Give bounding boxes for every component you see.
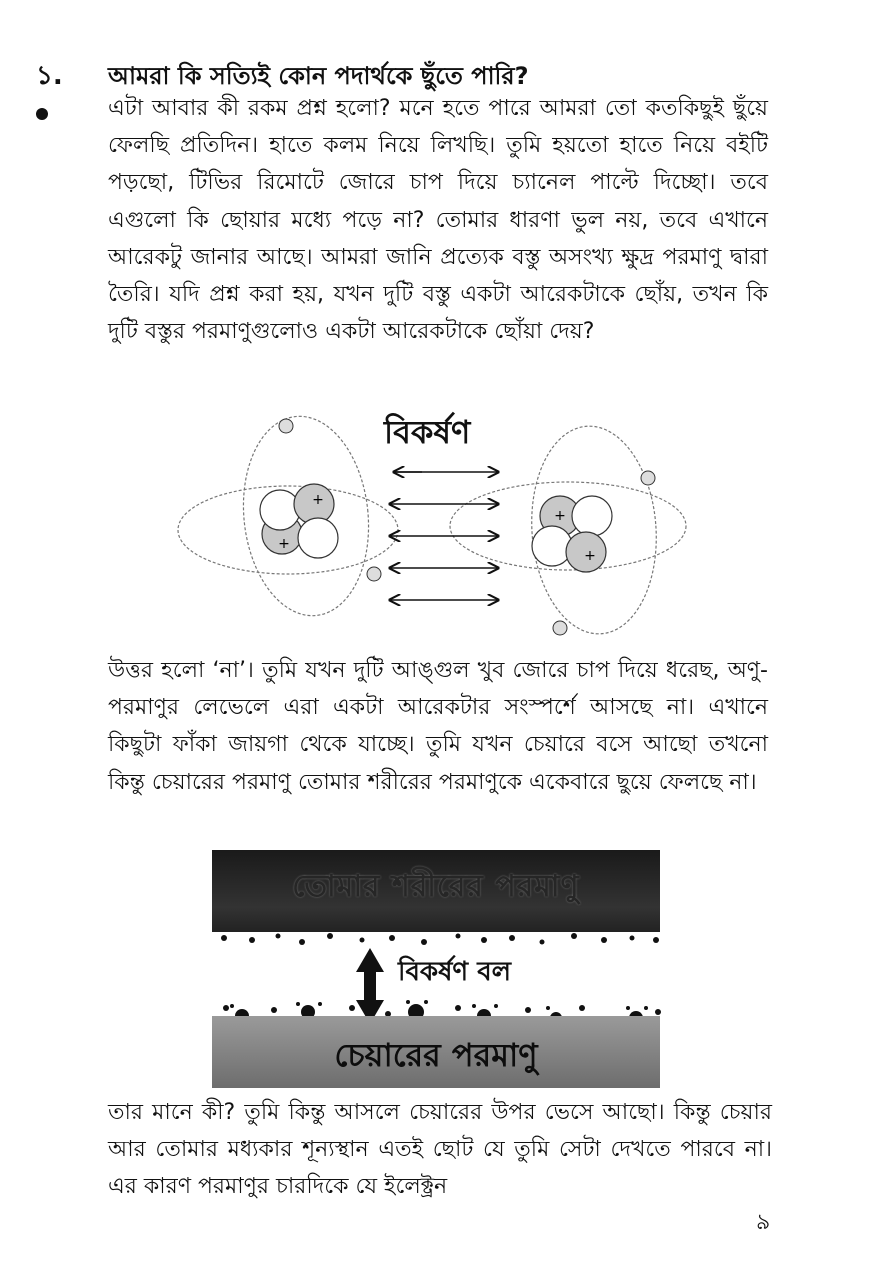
conclusion-paragraph: তার মানে কী? তুমি কিন্তু আসলে চেয়ারের উপর ভেসে আছো। কিন্তু চেয়ার আর তোমার মধ্যকার শূন্যস্থান এতই ছোট যে তুমি সেটা দেখতে পারবে না। এর কারণ পরমাণুর চারদিকে যে ইলেক্ট্রন [108,1100,772,1200]
intro-paragraph: এটা আবার কী রকম প্রশ্ন হলো? মনে হতে পারে আমরা তো কতকিছুই ছুঁয়ে ফেলছি প্রতিদিন। হাতে কলম নিয়ে লিখছি। তুমি হয়তো হাতে নিয়ে বইটি পড়ছো, টিভির রিমোটে জোরে চাপ দিয়ে চ্যানেল পাল্টে দিচ্ছো। তবে এগুলো কি ছোয়ার মধ্যে পড়ে না? তোমার ধারণা ভুল নয়, তবে এখানে আরেকটু জানার আছে। আমরা জানি প্রত্যেক বস্তু অসংখ্য ক্ষুদ্র পরমাণু দ্বারা তৈরি। যদি প্রশ্ন করা হয়, যখন দুটি বস্তু একটা আরেকটাকে ছোঁয়, তখন কি দুটি বস্তুর পরমাণুগুলোও একটা আরেকটাকে ছোঁয়া দেয়? [108,96,768,345]
repulsion-title: বিকর্ষণ [384,413,471,451]
electron-left-top [279,419,293,433]
proton-sign-right-2: + [584,548,596,564]
nucleon-left-1 [260,490,300,530]
left-atom [178,410,398,622]
bullet-icon [36,108,48,120]
right-atom [450,422,686,638]
electron-right-bottom [553,621,567,635]
repulsion-arrows [390,472,498,600]
page-number: ৯ [756,1210,771,1235]
chair-atoms-label: চেয়ারের পরমাণু [334,1036,538,1074]
force-arrow [356,948,384,1024]
proton-sign-left-1: + [278,536,290,552]
electron-right-top [641,471,655,485]
section-heading: আমরা কি সত্যিই কোন পদার্থকে ছুঁতে পারি? [108,62,529,90]
body-atom-dots [221,933,659,945]
section-heading-number: ১. [36,61,63,91]
answer-paragraph: উত্তর হলো ‘না’। তুমি যখন দুটি আঙ্গুল খুব জোরে চাপ দিয়ে ধরেছ, অণু-পরমাণুর লেভেলে এরা একটা আরেকটার সংস্পর্শে আসছে না। এখানে কিছুটা ফাঁকা জায়গা থেকে যাচ্ছে। তুমি যখন চেয়ারে বসে আছো তখনো কিন্তু চেয়ারের পরমাণু তোমার শরীরের পরমাণুকে একেবারে ছুয়ে ফেলছে না। [108,658,768,795]
proton-sign-right-1: + [554,508,566,524]
nucleon-left-2 [298,518,338,558]
nucleon-right-1 [572,496,612,536]
electron-left-bottom [367,567,381,581]
nucleon-right-2 [532,526,572,566]
proton-sign-left-2: + [312,492,324,508]
repulsion-force-label: বিকর্ষণ বল [398,957,512,987]
body-atoms-label: তোমার শরীরের পরমাণু [292,869,580,904]
